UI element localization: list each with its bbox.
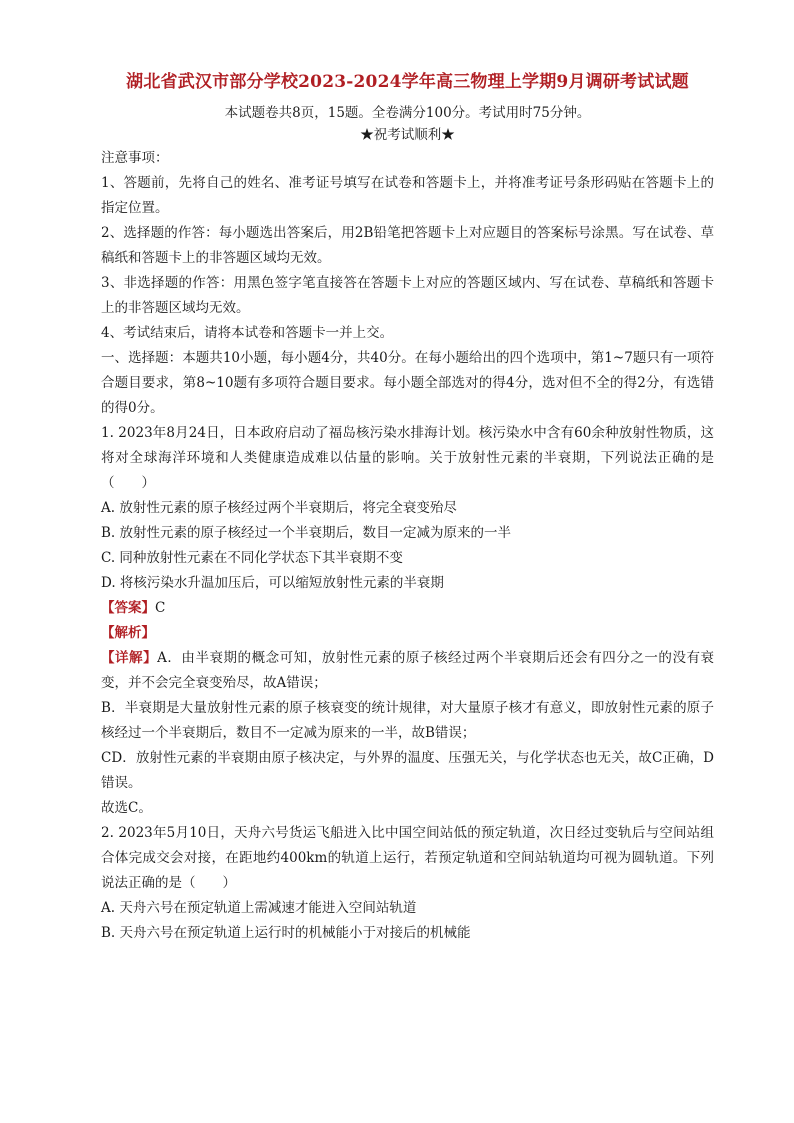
detail-tag: 【详解】: [101, 650, 158, 666]
notice-item: 4、考试结束后，请将本试卷和答题卡一并上交。: [101, 325, 394, 341]
page-title: 湖北省武汉市部分学校2023-2024学年高三物理上学期9月调研考试试题: [126, 72, 689, 92]
question-2-option-a: A. 天舟六号在预定轨道上需减速才能进入空间站轨道: [101, 900, 417, 916]
answer-tag: 【答案】: [101, 600, 155, 616]
question-1-option-c: C. 同种放射性元素在不同化学状态下其半衰期不变: [101, 550, 403, 566]
notice-heading: 注意事项：: [101, 150, 169, 166]
conclusion: 故选C。: [101, 800, 152, 816]
question-1-option-a: A. 放射性元素的原子核经过两个半衰期后，将完全衰变殆尽: [101, 500, 457, 516]
analysis-line: [101, 621, 714, 646]
question-1-option-d: D. 将核污染水升温加压后，可以缩短放射性元素的半衰期: [101, 575, 444, 591]
question-2-option-b: B. 天舟六号在预定轨道上运行时的机械能小于对接后的机械能: [101, 925, 471, 941]
detail-b: B．半衰期是大量放射性元素的原子核衰变的统计规律，对大量原子核才有意义，即放射性元素的原子核经过一个半衰期后，数目不一定减为原来的一半，故B错误；: [101, 700, 714, 741]
good-luck-line: ★祝考试顺利★: [360, 127, 455, 143]
answer-value: C: [155, 600, 166, 616]
detail-cd: CD．放射性元素的半衰期由原子核决定，与外界的温度、压强无关，与化学状态也无关，故C正确，D错误。: [101, 750, 714, 791]
analysis-tag: 【解析】: [101, 625, 155, 641]
detail-a: [101, 646, 714, 696]
answer-line: [101, 596, 714, 621]
question-1-option-b: B. 放射性元素的原子核经过一个半衰期后，数目一定减为原来的一半: [101, 525, 512, 541]
notice-item: 3、非选择题的作答：用黑色签字笔直接答在答题卡上对应的答题区域内、写在试卷、草稿纸和答题卡上的非答题区域均无效。: [101, 275, 714, 316]
question-2-stem: 2. 2023年5月10日，天舟六号货运飞船进入比中国空间站低的预定轨道，次日经过变轨后与空间站组合体完成交会对接，在距地约400km的轨道上运行，若预定轨道和空间站轨道均可视为圆轨道。下列说法正确的是（ ）: [101, 825, 714, 891]
notice-item: 2、选择题的作答：每小题选出答案后，用2B铅笔把答题卡上对应题目的答案标号涂黑。写在试卷、草稿纸和答题卡上的非答题区域均无效。: [101, 225, 714, 266]
question-1-stem: 1. 2023年8月24日，日本政府启动了福岛核污染水排海计划。核污染水中含有60余种放射性物质，这将对全球海洋环境和人类健康造成难以估量的影响。关于放射性元素的半衰期，下列说法正确的是（ ）: [101, 425, 714, 491]
detail-a-text: A．由半衰期的概念可知，放射性元素的原子核经过两个半衰期后还会有四分之一的没有衰变，并不会完全衰变殆尽，故A错误；: [101, 650, 715, 691]
notice-item: 1、答题前，先将自己的姓名、准考证号填写在试卷和答题卡上，并将准考证号条形码贴在答题卡上的指定位置。: [101, 175, 714, 216]
section-intro: 一、选择题：本题共10小题，每小题4分，共40分。在每小题给出的四个选项中，第1~7题只有一项符合题目要求，第8~10题有多项符合题目要求。每小题全部选对的得4分，选对但不全的得2分，有选错的得0分。: [101, 350, 714, 416]
exam-info: 本试题卷共8页，15题。全卷满分100分。考试用时75分钟。: [224, 105, 591, 121]
